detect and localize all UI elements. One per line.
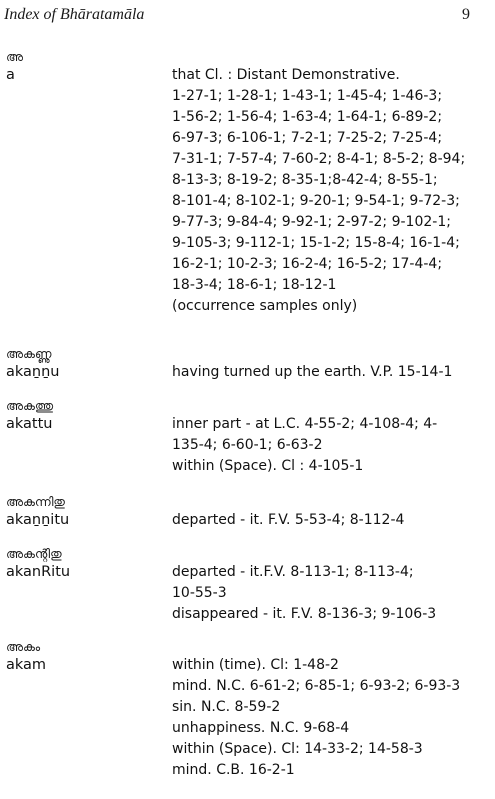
definitions — [172, 562, 490, 625]
reference-line: 1-27-1; 1-28-1; 1-43-1; 1-45-4; 1-46-3; — [172, 88, 443, 104]
definition-line: unhappiness. N.C. 9-68-4 — [172, 720, 350, 736]
headword-transliteration: akaṉṉu — [6, 364, 60, 380]
headword-malayalam: അകന്നിതു — [6, 494, 65, 509]
reference-line: 9-77-3; 9-84-4; 9-92-1; 2-97-2; 9-102-1; — [172, 214, 451, 230]
definition-line: having turned up the earth. V.P. 15-14-1 — [172, 364, 453, 380]
index-entry-a — [6, 48, 492, 317]
headword-transliteration: akaṉṉitu — [6, 512, 70, 528]
reference-line: 18-3-4; 18-6-1; 18-12-1 — [172, 277, 337, 293]
definitions — [172, 655, 490, 781]
reference-line: 135-4; 6-60-1; 6-63-2 — [172, 437, 323, 453]
definition-line: inner part - at L.C. 4-55-2; 4-108-4; 4- — [172, 416, 438, 432]
headword-malayalam: അകത്തു — [6, 398, 54, 413]
definitions — [172, 510, 490, 531]
reference-line: 8-101-4; 8-102-1; 9-20-1; 9-54-1; 9-72-3; — [172, 193, 460, 209]
entry-row — [6, 562, 492, 625]
headword-transliteration: a — [6, 67, 15, 83]
entry-row — [6, 362, 492, 383]
entry-row — [6, 65, 492, 317]
reference-line: 9-105-3; 9-112-1; 15-1-2; 15-8-4; 16-1-4; — [172, 235, 460, 251]
reference-line: 16-2-1; 10-2-3; 16-2-4; 16-5-2; 17-4-4; — [172, 256, 443, 272]
reference-line: 7-31-1; 7-57-4; 7-60-2; 8-4-1; 8-5-2; 8-94; — [172, 151, 466, 167]
reference-line: 6-97-3; 6-106-1; 7-2-1; 7-25-2; 7-25-4; — [172, 130, 443, 146]
reference-line: 1-56-2; 1-56-4; 1-63-4; 1-64-1; 6-89-2; — [172, 109, 443, 125]
headword-malayalam: അകന്റിതു — [6, 546, 62, 561]
index-entry-akattu — [6, 397, 492, 477]
definitions — [172, 414, 490, 477]
definition-line: within (time). Cl: 1-48-2 — [172, 657, 339, 673]
headword-transliteration: akam — [6, 657, 47, 673]
definition-line: within (Space). Cl : 4-105-1 — [172, 458, 364, 474]
index-entry-akannu — [6, 345, 492, 383]
definition-line: mind. N.C. 6-61-2; 6-85-1; 6-93-2; 6-93-3 — [172, 678, 461, 694]
headword-malayalam: അ — [6, 49, 24, 64]
reference-line: 10-55-3 — [172, 585, 227, 601]
definition-line: disappeared - it. F.V. 8-136-3; 9-106-3 — [172, 606, 437, 622]
entry-row — [6, 414, 492, 477]
headword-transliteration: akattu — [6, 416, 53, 432]
entry-row — [6, 510, 492, 531]
headword-malayalam: അകം — [6, 639, 41, 654]
note-line: (occurrence samples only) — [172, 298, 358, 314]
definitions — [172, 362, 490, 383]
entry-row — [6, 655, 492, 781]
page-number: 9 — [462, 6, 470, 23]
headword-malayalam: അകണ്ണു — [6, 346, 52, 361]
index-entry-akanritu — [6, 545, 492, 625]
definition-line: departed - it. F.V. 5-53-4; 8-112-4 — [172, 512, 405, 528]
running-title: Index of Bhāratamāla — [4, 6, 145, 23]
definition-line: departed - it.F.V. 8-113-1; 8-113-4; — [172, 564, 414, 580]
index-entry-akannitu — [6, 493, 492, 531]
page-header — [4, 6, 470, 26]
headword-transliteration: akanRitu — [6, 564, 71, 580]
index-entry-akam — [6, 638, 492, 781]
definition-line: within (Space). Cl: 14-33-2; 14-58-3 — [172, 741, 423, 757]
definitions — [172, 65, 490, 317]
reference-line: 8-13-3; 8-19-2; 8-35-1;8-42-4; 8-55-1; — [172, 172, 438, 188]
definition-line: sin. N.C. 8-59-2 — [172, 699, 281, 715]
definition-line: that Cl. : Distant Demonstrative. — [172, 67, 400, 83]
definition-line: mind. C.B. 16-2-1 — [172, 762, 295, 778]
